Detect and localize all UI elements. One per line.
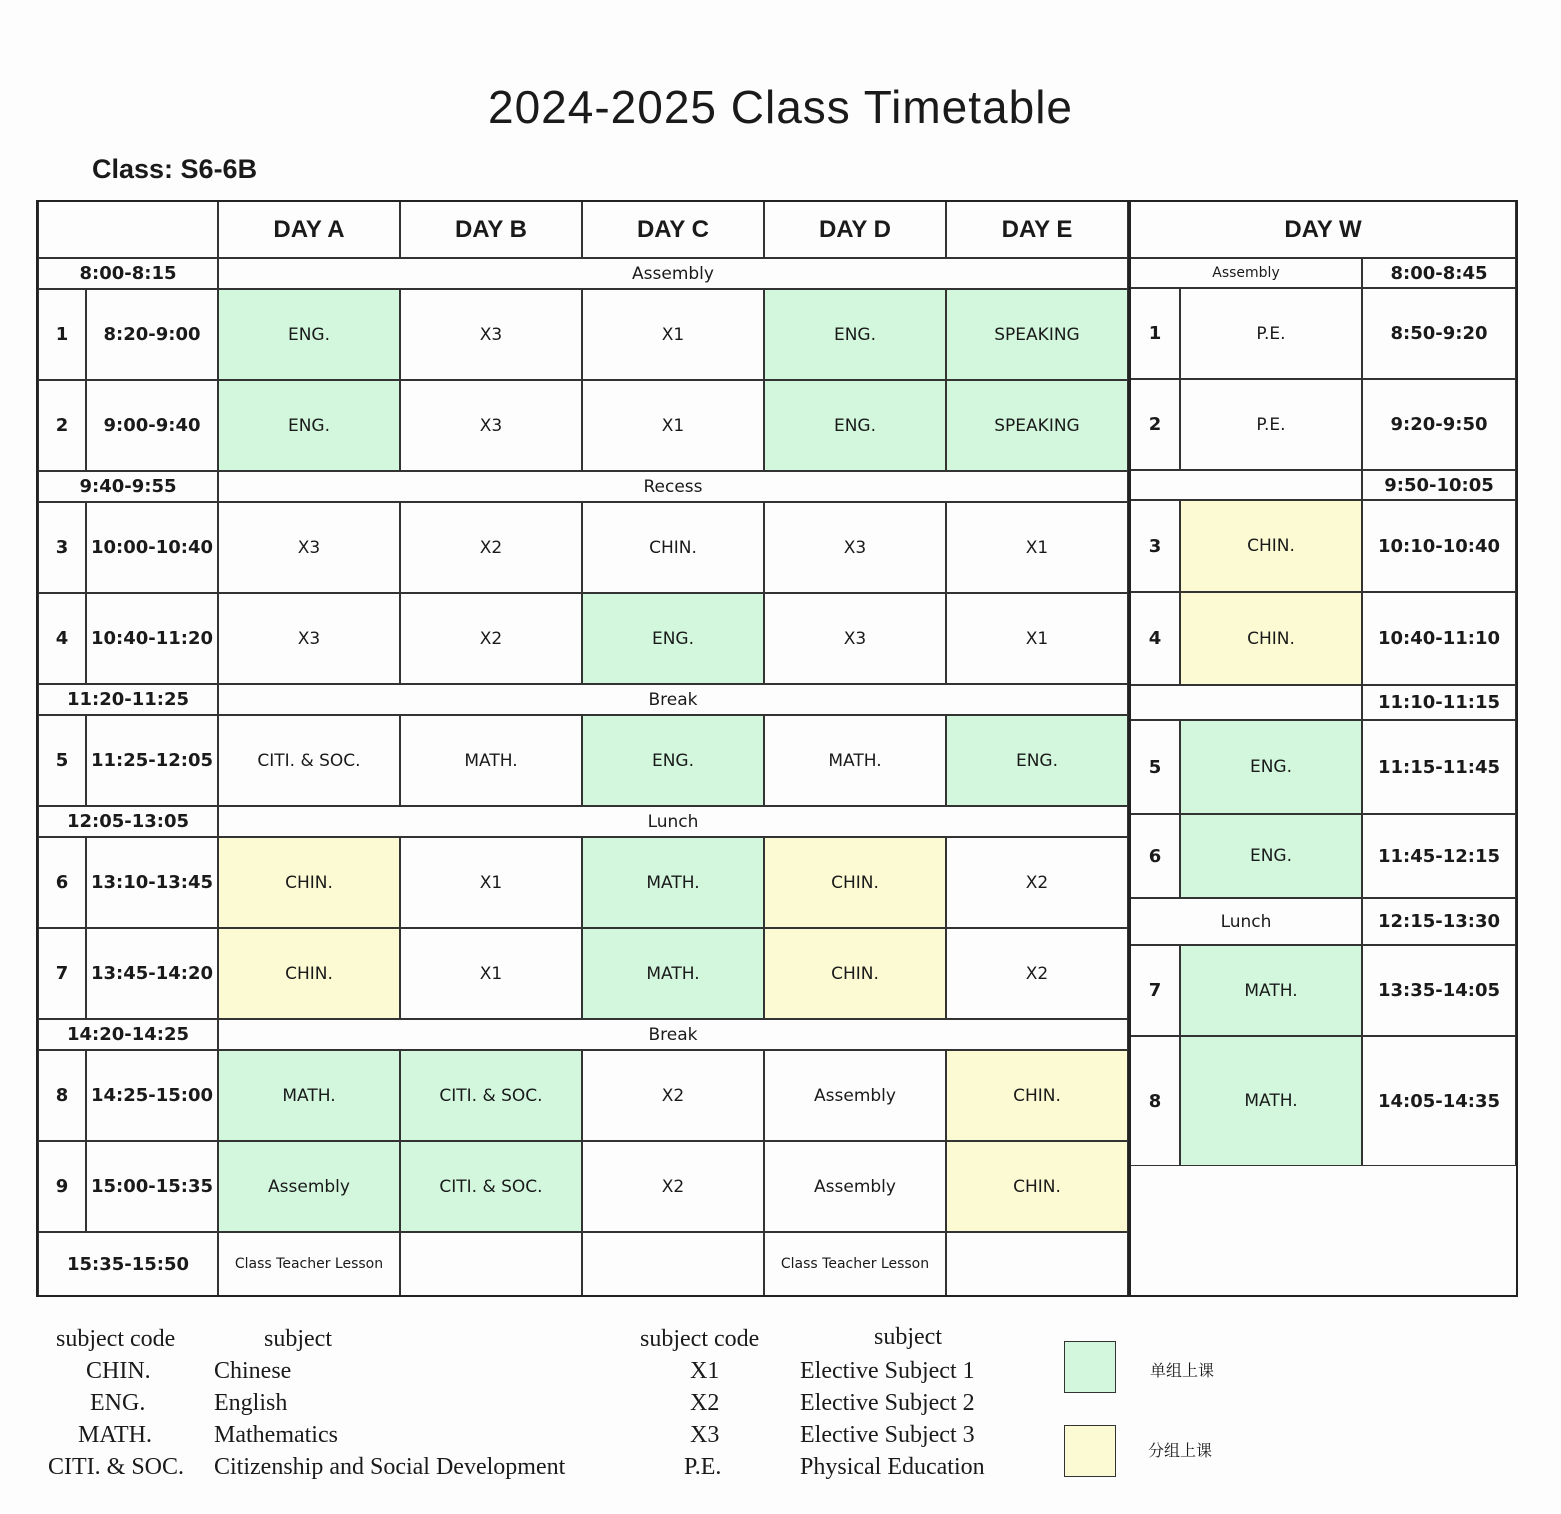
lesson-cell: MATH. bbox=[218, 1050, 400, 1141]
lesson-cell: ENG. bbox=[218, 380, 400, 471]
lesson-cell: ENG. bbox=[764, 289, 946, 380]
break-label-recess: Recess bbox=[218, 471, 1128, 502]
legend-subject-pe: Physical Education bbox=[800, 1454, 985, 1480]
legend-code-x3: X3 bbox=[690, 1422, 720, 1448]
day-w-break-label bbox=[1130, 685, 1362, 720]
lesson-cell: SPEAKING bbox=[946, 289, 1128, 380]
lesson-cell: X2 bbox=[400, 593, 582, 684]
day-w-period-number: 1 bbox=[1130, 288, 1180, 379]
class-teacher-lesson-cell: Class Teacher Lesson bbox=[764, 1232, 946, 1296]
break-time: 11:20-11:25 bbox=[38, 684, 218, 715]
legend-code-chin: CHIN. bbox=[86, 1358, 151, 1384]
lesson-cell: ENG. bbox=[764, 380, 946, 471]
lesson-cell: CHIN. bbox=[218, 928, 400, 1019]
lesson-cell: SPEAKING bbox=[946, 380, 1128, 471]
day-w-period-number: 3 bbox=[1130, 500, 1180, 592]
day-w-period-time: 10:40-11:10 bbox=[1362, 592, 1516, 685]
day-w-lesson-cell: P.E. bbox=[1180, 379, 1362, 470]
day-w-lesson-cell: MATH. bbox=[1180, 1036, 1362, 1166]
lesson-cell: X1 bbox=[946, 593, 1128, 684]
lesson-cell: X3 bbox=[400, 380, 582, 471]
day-w-period-number: 4 bbox=[1130, 592, 1180, 685]
period-time: 14:25-15:00 bbox=[86, 1050, 218, 1141]
day-w-break-time: 11:10-11:15 bbox=[1362, 685, 1516, 720]
day-w-lesson-cell: ENG. bbox=[1180, 814, 1362, 898]
lesson-cell: X2 bbox=[400, 502, 582, 593]
header-day-a: DAY A bbox=[218, 201, 400, 258]
break-label-break: Break bbox=[218, 1019, 1128, 1050]
day-w-break-label: Assembly bbox=[1130, 258, 1362, 288]
day-w-period-time: 8:50-9:20 bbox=[1362, 288, 1516, 379]
header-day-c: DAY C bbox=[582, 201, 764, 258]
period-number: 4 bbox=[38, 593, 86, 684]
class-teacher-lesson-cell bbox=[400, 1232, 582, 1296]
legend-swatch-single-label: 单组上课 bbox=[1150, 1361, 1215, 1380]
day-w-lesson-cell: CHIN. bbox=[1180, 592, 1362, 685]
legend-code-citi: CITI. & SOC. bbox=[48, 1454, 185, 1480]
lesson-cell: Assembly bbox=[764, 1050, 946, 1141]
lesson-cell: CITI. & SOC. bbox=[218, 715, 400, 806]
lesson-cell: X2 bbox=[582, 1141, 764, 1232]
legend-code-math: MATH. bbox=[78, 1422, 153, 1448]
lesson-cell: X3 bbox=[218, 502, 400, 593]
break-label-assembly: Assembly bbox=[218, 258, 1128, 289]
lesson-cell: X3 bbox=[400, 289, 582, 380]
class-teacher-lesson-cell bbox=[582, 1232, 764, 1296]
period-number: 2 bbox=[38, 380, 86, 471]
day-w-period-time: 14:05-14:35 bbox=[1362, 1036, 1516, 1166]
lesson-cell: X1 bbox=[400, 928, 582, 1019]
period-number: 6 bbox=[38, 837, 86, 928]
lesson-cell: ENG. bbox=[946, 715, 1128, 806]
period-time: 10:00-10:40 bbox=[86, 502, 218, 593]
lesson-cell: MATH. bbox=[400, 715, 582, 806]
legend-subject-x2: Elective Subject 2 bbox=[800, 1390, 975, 1416]
day-w-period-number: 8 bbox=[1130, 1036, 1180, 1166]
lesson-cell: X1 bbox=[400, 837, 582, 928]
period-time: 13:10-13:45 bbox=[86, 837, 218, 928]
lesson-cell: X2 bbox=[946, 928, 1128, 1019]
legend-subject-math: Mathematics bbox=[214, 1422, 338, 1448]
day-w-period-time: 9:20-9:50 bbox=[1362, 379, 1516, 470]
day-w-period-time: 10:10-10:40 bbox=[1362, 500, 1516, 592]
day-w-period-time: 11:15-11:45 bbox=[1362, 720, 1516, 814]
lesson-cell: X1 bbox=[946, 502, 1128, 593]
legend-swatch-split-label: 分组上课 bbox=[1148, 1441, 1213, 1460]
lesson-cell: X1 bbox=[582, 289, 764, 380]
day-w-break-label bbox=[1130, 470, 1362, 500]
lesson-cell: ENG. bbox=[582, 593, 764, 684]
lesson-cell: MATH. bbox=[764, 715, 946, 806]
legend-subject-chin: Chinese bbox=[214, 1358, 292, 1384]
legend-subject-x3: Elective Subject 3 bbox=[800, 1422, 975, 1448]
day-w-period-time: 13:35-14:05 bbox=[1362, 945, 1516, 1036]
lesson-cell: Assembly bbox=[764, 1141, 946, 1232]
legend-left-header-subject: subject bbox=[264, 1326, 332, 1352]
period-time: 11:25-12:05 bbox=[86, 715, 218, 806]
legend-code-x1: X1 bbox=[690, 1358, 720, 1384]
header-day-e: DAY E bbox=[946, 201, 1128, 258]
lesson-cell: X3 bbox=[218, 593, 400, 684]
period-time: 13:45-14:20 bbox=[86, 928, 218, 1019]
lesson-cell: CHIN. bbox=[218, 837, 400, 928]
break-time: 12:05-13:05 bbox=[38, 806, 218, 837]
period-time: 8:20-9:00 bbox=[86, 289, 218, 380]
lesson-cell: CITI. & SOC. bbox=[400, 1141, 582, 1232]
break-time: 8:00-8:15 bbox=[38, 258, 218, 289]
header-day-w: DAY W bbox=[1130, 201, 1516, 258]
lesson-cell: CHIN. bbox=[946, 1050, 1128, 1141]
day-w-period-number: 5 bbox=[1130, 720, 1180, 814]
final-time: 15:35-15:50 bbox=[38, 1232, 218, 1296]
period-time: 10:40-11:20 bbox=[86, 593, 218, 684]
legend-subject-eng: English bbox=[214, 1390, 288, 1416]
lesson-cell: MATH. bbox=[582, 928, 764, 1019]
header-corner bbox=[38, 201, 218, 258]
period-number: 9 bbox=[38, 1141, 86, 1232]
legend-subject-x1: Elective Subject 1 bbox=[800, 1358, 975, 1384]
period-number: 8 bbox=[38, 1050, 86, 1141]
period-number: 3 bbox=[38, 502, 86, 593]
class-teacher-lesson-cell bbox=[946, 1232, 1128, 1296]
lesson-cell: CITI. & SOC. bbox=[400, 1050, 582, 1141]
day-w-period-time: 11:45-12:15 bbox=[1362, 814, 1516, 898]
legend-swatch-split-group bbox=[1064, 1425, 1116, 1477]
lesson-cell: Assembly bbox=[218, 1141, 400, 1232]
period-number: 5 bbox=[38, 715, 86, 806]
day-w-break-label: Lunch bbox=[1130, 898, 1362, 945]
legend-right-header-code: subject code bbox=[640, 1326, 760, 1352]
header-day-d: DAY D bbox=[764, 201, 946, 258]
lesson-cell: X3 bbox=[764, 593, 946, 684]
lesson-cell: CHIN. bbox=[764, 837, 946, 928]
day-w-lesson-cell: MATH. bbox=[1180, 945, 1362, 1036]
lesson-cell: CHIN. bbox=[764, 928, 946, 1019]
day-w-break-time: 9:50-10:05 bbox=[1362, 470, 1516, 500]
break-time: 9:40-9:55 bbox=[38, 471, 218, 502]
class-teacher-lesson-cell: Class Teacher Lesson bbox=[218, 1232, 400, 1296]
lesson-cell: X3 bbox=[764, 502, 946, 593]
day-w-break-time: 8:00-8:45 bbox=[1362, 258, 1516, 288]
day-w-period-number: 6 bbox=[1130, 814, 1180, 898]
legend-subject-citi: Citizenship and Social Development bbox=[214, 1454, 566, 1480]
class-label: Class: S6-6B bbox=[92, 154, 258, 184]
lesson-cell: X2 bbox=[946, 837, 1128, 928]
legend-code-eng: ENG. bbox=[90, 1390, 146, 1416]
break-label-break: Break bbox=[218, 684, 1128, 715]
lesson-cell: CHIN. bbox=[582, 502, 764, 593]
lesson-cell: ENG. bbox=[582, 715, 764, 806]
lesson-cell: CHIN. bbox=[946, 1141, 1128, 1232]
day-w-lesson-cell: CHIN. bbox=[1180, 500, 1362, 592]
period-time: 15:00-15:35 bbox=[86, 1141, 218, 1232]
lesson-cell: X2 bbox=[582, 1050, 764, 1141]
day-w-lesson-cell: P.E. bbox=[1180, 288, 1362, 379]
period-time: 9:00-9:40 bbox=[86, 380, 218, 471]
legend-code-x2: X2 bbox=[690, 1390, 720, 1416]
period-number: 1 bbox=[38, 289, 86, 380]
legend-code-pe: P.E. bbox=[684, 1454, 722, 1480]
day-w-lesson-cell: ENG. bbox=[1180, 720, 1362, 814]
legend-swatch-single-group bbox=[1064, 1341, 1116, 1393]
page-title: 2024-2025 Class Timetable bbox=[488, 81, 1073, 133]
lesson-cell: X1 bbox=[582, 380, 764, 471]
header-day-b: DAY B bbox=[400, 201, 582, 258]
legend-left-header-code: subject code bbox=[56, 1326, 176, 1352]
legend-right-header-subject: subject bbox=[874, 1324, 942, 1350]
day-w-break-time: 12:15-13:30 bbox=[1362, 898, 1516, 945]
day-w-period-number: 2 bbox=[1130, 379, 1180, 470]
break-label-lunch: Lunch bbox=[218, 806, 1128, 837]
period-number: 7 bbox=[38, 928, 86, 1019]
break-time: 14:20-14:25 bbox=[38, 1019, 218, 1050]
day-w-period-number: 7 bbox=[1130, 945, 1180, 1036]
lesson-cell: MATH. bbox=[582, 837, 764, 928]
lesson-cell: ENG. bbox=[218, 289, 400, 380]
